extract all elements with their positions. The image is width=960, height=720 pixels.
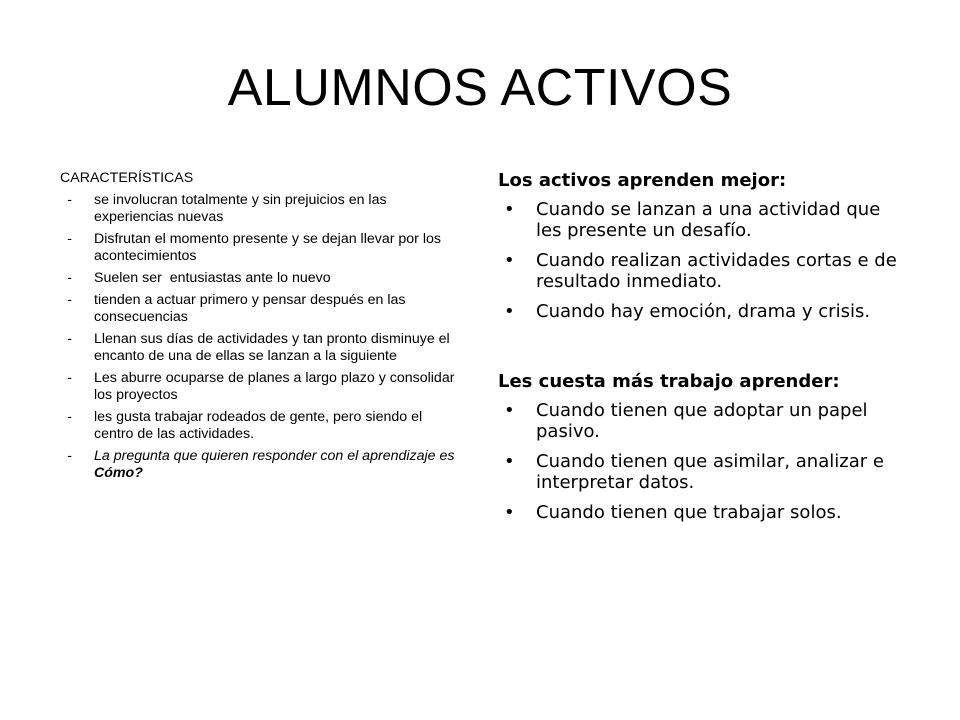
bullet-marker: • — [504, 250, 515, 271]
characteristic-item: - se involucran totalmente y sin prejuicios en las experiencias nuevas — [60, 192, 465, 226]
learn-better-heading: Los activos aprenden mejor: — [498, 170, 787, 191]
bullet-marker: • — [504, 400, 515, 421]
learn-better-item: • Cuando realizan actividades cortas e de resultado inmediato. — [504, 250, 897, 292]
learn-better-item: • Cuando se lanzan a una actividad que les presente un desafío. — [504, 199, 881, 241]
dash-marker: - — [67, 370, 72, 386]
characteristic-item: - Les aburre ocuparse de planes a largo plazo y consolidar los proyectos — [60, 370, 465, 404]
learn-better-item: • Cuando hay emoción, drama y crisis. — [504, 301, 871, 322]
learn-harder-item: • Cuando tienen que asimilar, analizar e interpretar datos. — [504, 451, 884, 493]
bullet-marker: • — [504, 199, 515, 220]
learn-harder-list — [498, 400, 908, 523]
learn-harder-heading: Les cuesta más trabajo aprender: — [498, 371, 840, 392]
bullet-marker: • — [504, 451, 515, 472]
section-spacer — [498, 331, 908, 371]
question-text: La pregunta que quieren responder con el aprendizaje es — [94, 448, 455, 464]
learn-harder-item: • Cuando tienen que adoptar un papel pasivo. — [504, 400, 868, 442]
characteristic-item: - Suelen ser entusiastas ante lo nuevo — [60, 270, 465, 287]
characteristic-item-question — [60, 448, 465, 482]
characteristics-heading: CARACTERÍSTICAS — [60, 170, 194, 186]
bullet-marker: • — [504, 301, 515, 322]
slide-title: ALUMNOS ACTIVOS — [227, 59, 733, 117]
learn-harder-item: • Cuando tienen que trabajar solos. — [504, 502, 842, 523]
characteristics-column — [60, 170, 465, 487]
characteristic-item: - les gusta trabajar rodeados de gente, pero siendo el centro de las actividades. — [60, 409, 465, 443]
bullet-marker: • — [504, 502, 515, 523]
dash-marker: - — [67, 409, 72, 425]
characteristics-list — [60, 192, 465, 482]
dash-marker: - — [67, 192, 72, 208]
dash-marker: - — [67, 448, 72, 464]
dash-marker: - — [67, 292, 72, 308]
learning-column — [498, 170, 908, 532]
dash-marker: - — [67, 231, 72, 247]
dash-marker: - — [67, 270, 72, 286]
learn-better-list — [498, 199, 908, 322]
characteristic-item: - Llenan sus días de actividades y tan pronto disminuye el encanto de una de ellas se lanzan a la siguiente — [60, 331, 465, 365]
question-emphasis: Cómo? — [94, 465, 143, 481]
characteristic-item: - tienden a actuar primero y pensar después en las consecuencias — [60, 292, 465, 326]
characteristic-item: - Disfrutan el momento presente y se dejan llevar por los acontecimientos — [60, 231, 465, 265]
dash-marker: - — [67, 331, 72, 347]
